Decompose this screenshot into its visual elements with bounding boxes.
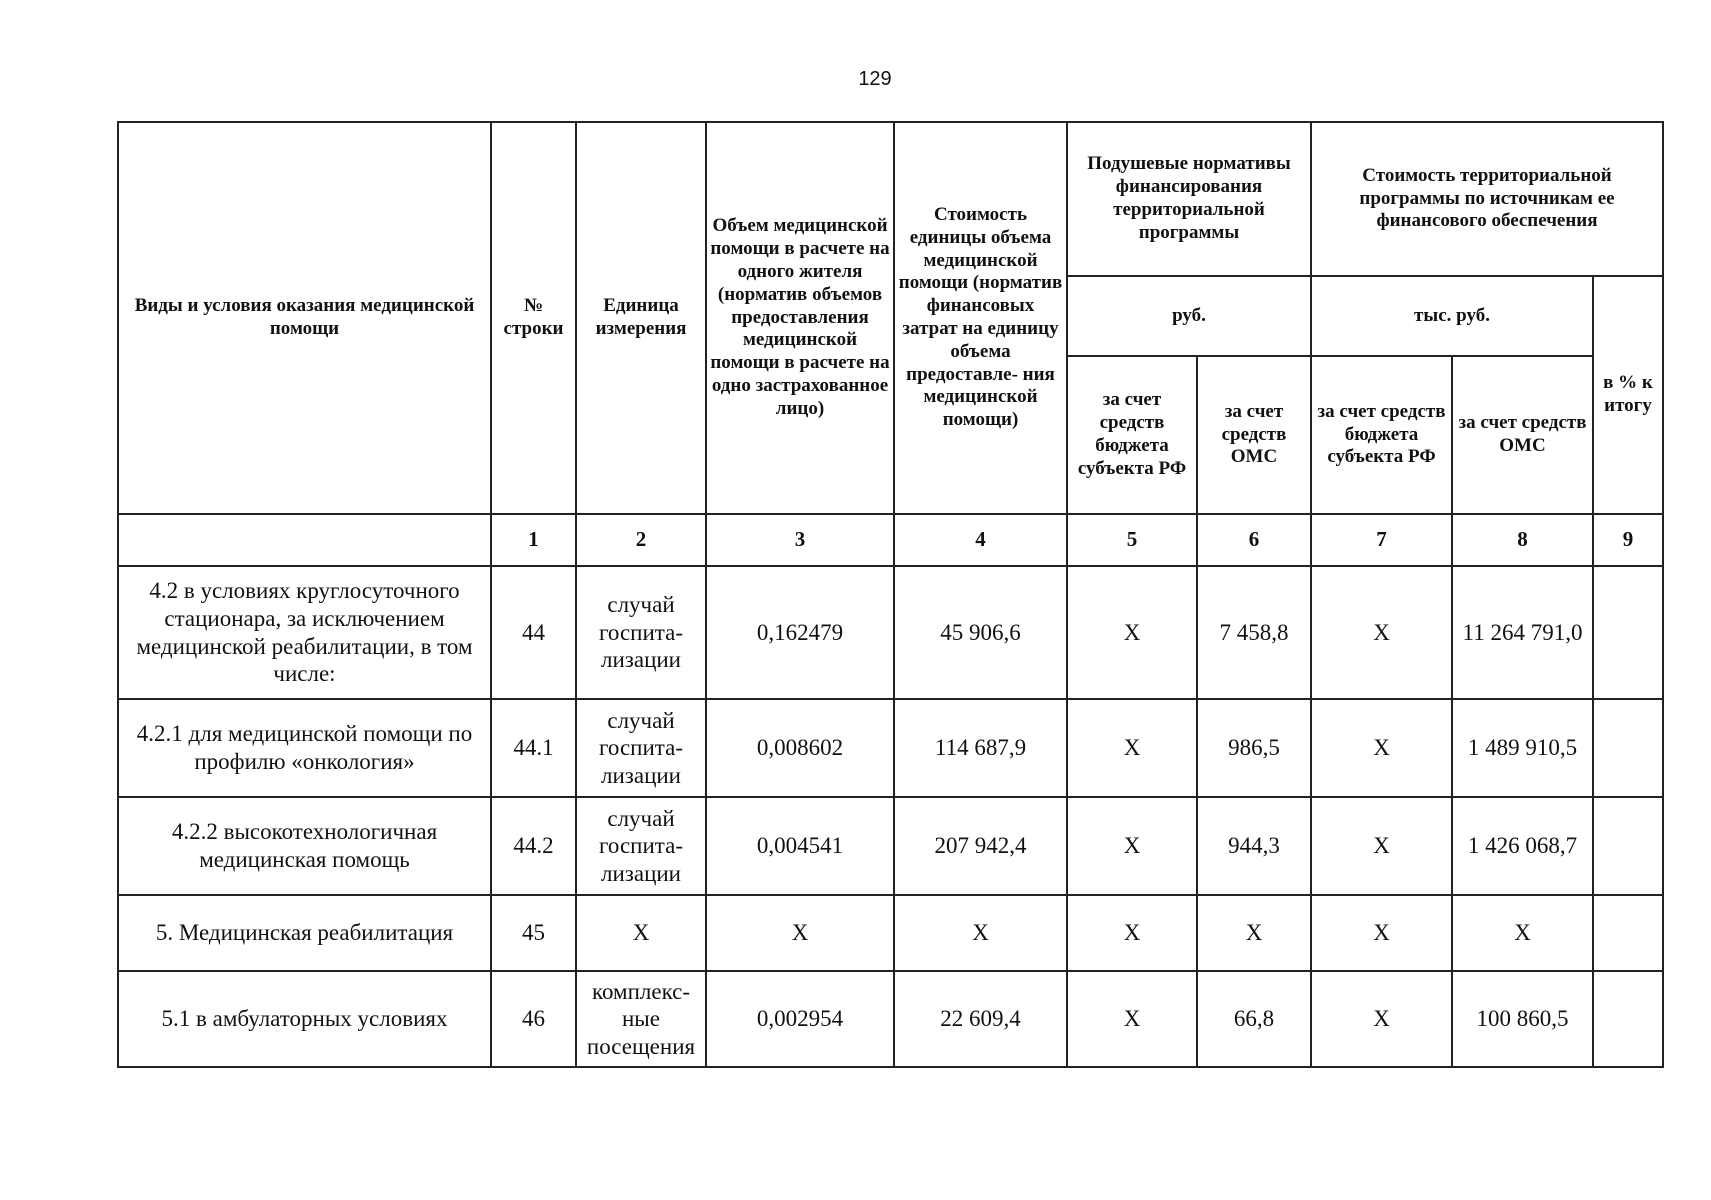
row-col-7: Х [1311, 971, 1452, 1067]
row-name: 4.2 в условиях круглосуточного стационара, за исключением медицинской реабилитации, в том числе: [118, 566, 491, 699]
row-col-9 [1593, 566, 1663, 699]
header-col-7: за счет средств бюджета субъекта РФ [1311, 356, 1452, 514]
row-cost: 45 906,6 [894, 566, 1067, 699]
header-cost-unit: Стоимость единицы объема медицинской помощи (норматив финансовых затрат на единицу объема предоставле- ния медицинской помощи) [894, 122, 1067, 514]
row-name: 5.1 в амбулаторных условиях [118, 971, 491, 1067]
header-volume: Объем медицинской помощи в расчете на одного жителя (норматив объемов предоставления медицинской помощи в расчете на одно застрахованное лицо) [706, 122, 894, 514]
column-number-row [118, 514, 1663, 566]
row-cost: Х [894, 895, 1067, 971]
table-row [118, 971, 1663, 1067]
column-number: 3 [706, 514, 894, 566]
row-col-7: Х [1311, 566, 1452, 699]
row-name: 4.2.2 высокотехнологичная медицинская помощь [118, 797, 491, 895]
row-col-8: 1 489 910,5 [1452, 699, 1593, 797]
row-col-9 [1593, 971, 1663, 1067]
header-kinds: Виды и условия оказания медицинской помощи [118, 122, 491, 514]
header-program-cost: Стоимость территориальной программы по источникам ее финансового обеспечения [1311, 122, 1663, 276]
row-volume: 0,008602 [706, 699, 894, 797]
row-volume: Х [706, 895, 894, 971]
row-col-6: 7 458,8 [1197, 566, 1311, 699]
row-number: 45 [491, 895, 576, 971]
column-number: 9 [1593, 514, 1663, 566]
row-col-7: Х [1311, 797, 1452, 895]
header-col-6: за счет средств ОМС [1197, 356, 1311, 514]
header-rub: руб. [1067, 276, 1311, 356]
row-name: 5. Медицинская реабилитация [118, 895, 491, 971]
header-thous-rub: тыс. руб. [1311, 276, 1593, 356]
row-unit: комплекс- ные посещения [576, 971, 706, 1067]
row-col-5: Х [1067, 566, 1197, 699]
row-col-8: 100 860,5 [1452, 971, 1593, 1067]
row-col-5: Х [1067, 797, 1197, 895]
header-per-capita: Подушевые нормативы финансирования территориальной программы [1067, 122, 1311, 276]
column-number: 6 [1197, 514, 1311, 566]
row-unit: Х [576, 895, 706, 971]
row-col-7: Х [1311, 895, 1452, 971]
row-volume: 0,162479 [706, 566, 894, 699]
row-col-5: Х [1067, 699, 1197, 797]
column-number: 8 [1452, 514, 1593, 566]
row-unit: случай госпита- лизации [576, 797, 706, 895]
financing-table [117, 121, 1664, 1068]
row-col-6: 944,3 [1197, 797, 1311, 895]
header-col-5: за счет средств бюджета субъекта РФ [1067, 356, 1197, 514]
row-cost: 114 687,9 [894, 699, 1067, 797]
row-col-8: 1 426 068,7 [1452, 797, 1593, 895]
row-cost: 22 609,4 [894, 971, 1067, 1067]
header-col-8: за счет средств ОМС [1452, 356, 1593, 514]
row-col-5: Х [1067, 895, 1197, 971]
table-row [118, 566, 1663, 699]
row-col-5: Х [1067, 971, 1197, 1067]
row-number: 46 [491, 971, 576, 1067]
column-number: 5 [1067, 514, 1197, 566]
column-number: 2 [576, 514, 706, 566]
row-cost: 207 942,4 [894, 797, 1067, 895]
row-name: 4.2.1 для медицинской помощи по профилю «онкология» [118, 699, 491, 797]
row-col-9 [1593, 895, 1663, 971]
row-unit: случай госпита- лизации [576, 566, 706, 699]
row-col-9 [1593, 797, 1663, 895]
column-number-empty [118, 514, 491, 566]
table-row [118, 797, 1663, 895]
row-col-6: 66,8 [1197, 971, 1311, 1067]
row-volume: 0,004541 [706, 797, 894, 895]
table-row [118, 699, 1663, 797]
row-number: 44.2 [491, 797, 576, 895]
row-col-8: 11 264 791,0 [1452, 566, 1593, 699]
page-number: 129 [858, 68, 892, 90]
row-unit: случай госпита- лизации [576, 699, 706, 797]
header-unit: Единица измерения [576, 122, 706, 514]
column-number: 1 [491, 514, 576, 566]
row-col-9 [1593, 699, 1663, 797]
row-col-7: Х [1311, 699, 1452, 797]
table-row [118, 895, 1663, 971]
header-row-no: № строки [491, 122, 576, 514]
column-number: 7 [1311, 514, 1452, 566]
row-col-6: Х [1197, 895, 1311, 971]
column-number: 4 [894, 514, 1067, 566]
row-volume: 0,002954 [706, 971, 894, 1067]
row-col-6: 986,5 [1197, 699, 1311, 797]
row-number: 44 [491, 566, 576, 699]
header-percent-total: в % к итогу [1593, 276, 1663, 514]
row-col-8: Х [1452, 895, 1593, 971]
row-number: 44.1 [491, 699, 576, 797]
